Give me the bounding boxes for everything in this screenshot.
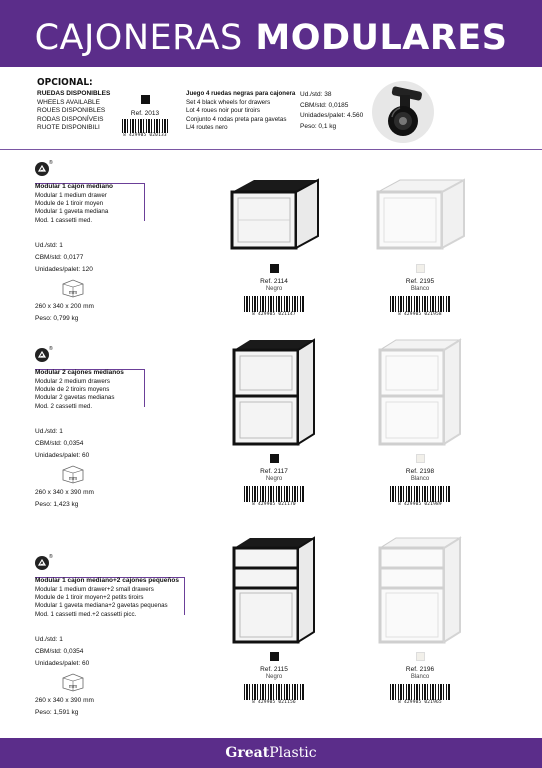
optional-names [37,90,110,133]
desc-line: Modular 1 medium drawer+2 small drawers [35,586,154,593]
drawer-black-image [224,536,324,648]
spec-line: CBM/std: 0,0354 [35,648,84,655]
optional-name: RUOTE DISPONIBILI [37,124,100,132]
product-ref: Ref. 2114 [260,278,288,285]
weight-line: Peso: 0,799 kg [35,315,79,322]
spec-line: Unidades/palet: 60 [35,660,90,667]
drawer-black-image [224,338,324,450]
header-banner [0,0,542,67]
product-ref: Ref. 2115 [260,666,288,673]
desc-line: Modular 1 medium drawer [35,192,107,199]
white-color-swatch [416,264,425,273]
desc-line: Module de 2 tiroirs moyens [35,386,110,394]
spec-line: Unidades/palet: 60 [35,452,90,459]
product-ref: Ref. 2198 [405,468,435,475]
spec-line: Ud./std: 1 [35,428,63,435]
product-color: Negro [265,476,283,482]
desc-line: Module de 1 tiroir moyen+2 petits tiroirs [35,594,144,602]
barcode [122,119,168,133]
black-color-swatch [141,95,150,104]
desc-line: Modular 2 medium drawers [35,378,110,385]
product-black [224,176,324,317]
desc-line: Mod. 1 cassetti med.+2 cassetti picc. [35,610,137,618]
barcode-number: 8 429905 021965 [398,700,442,705]
desc-line: Mod. 1 cassetti med. [35,216,93,224]
box-dimensions-icon [61,672,85,697]
product-specs [35,240,93,276]
box-label: mm [68,290,78,296]
spec-line: CBM/std: 0,0354 [35,440,84,447]
title-bold: MODULARES [255,18,508,58]
optional-name: ROUES DISPONIBLES [37,107,106,115]
page-title [0,18,542,58]
white-color-swatch [416,652,425,661]
brand-bold: Great [225,745,270,761]
product-description [35,378,114,411]
drawer-white-image [370,176,470,260]
optional-ref-block [120,91,170,138]
box-dimensions-icon [61,464,85,489]
title-regular: CAJONERAS [34,18,243,58]
barcode-number: 8 429905 021989 [398,502,442,507]
optional-desc-line: Conjunto 4 rodas preta para gavetas [186,115,287,123]
product-black [224,338,324,507]
optional-spec: CBM/std: 0,0185 [300,101,349,109]
product-white [370,338,470,507]
product-white [370,176,470,317]
product-ref: Ref. 2195 [405,278,435,285]
product-ref: Ref. 2196 [405,666,435,673]
product-color: Blanco [410,674,430,680]
optional-ref: Ref. 2013 [130,110,160,117]
product-dimensions [35,301,94,325]
optional-description [186,90,295,133]
black-color-swatch [270,652,279,661]
product-specs [35,426,89,462]
box-dimensions-icon [61,278,85,303]
product-ref: Ref. 2117 [260,468,288,475]
product-specs [35,634,89,670]
optional-desc-line: Set 4 black wheels for drawers [186,98,271,106]
barcode-number: 8 429905 021170 [252,502,296,507]
box-label: mm [68,476,78,482]
dims-line: 260 x 340 x 390 mm [35,489,94,496]
spec-line: Ud./std: 1 [35,242,63,249]
optional-spec: Peso: 0,1 kg [300,122,337,130]
barcode-number: 8 429905 021147 [252,312,296,317]
product-black [224,536,324,705]
recycle-icon [35,162,49,176]
spec-line: CBM/std: 0,0177 [35,254,84,261]
drawer-white-image [370,536,470,648]
product-dimensions [35,487,94,511]
product-name: Modular 1 cajon mediano+2 cajones pequeños [35,577,179,584]
product-description [35,192,108,225]
optional-desc-line: Lot 4 roues noir pour tiroirs [186,107,260,115]
product-color: Blanco [410,476,430,482]
brand-logo [0,745,542,761]
optional-name: WHEELS AVAILABLE [37,98,100,106]
barcode [390,486,450,502]
product-color: Negro [265,674,283,680]
optional-accessory-block [0,67,542,149]
white-color-swatch [416,454,425,463]
wheel-photo [372,81,434,143]
optional-spec: Ud./std: 38 [300,91,332,98]
registered-icon: ® [49,160,53,166]
black-color-swatch [270,454,279,463]
section-divider [0,149,542,150]
barcode [390,684,450,700]
barcode-number: 8 429905 021958 [398,312,442,317]
optional-desc-line: L/4 routes nero [186,124,228,132]
optional-title: OPCIONAL: [37,77,93,88]
optional-name: RUEDAS DISPONIBLES [37,90,111,97]
barcode-number: 8 429905 021156 [252,700,296,705]
spec-line: Unidades/palet: 120 [35,266,93,273]
barcode [244,684,304,700]
recycle-icon [35,348,49,362]
optional-specs [300,90,363,132]
optional-spec: Unidades/palet: 4.560 [300,112,364,119]
registered-icon: ® [49,554,53,560]
registered-icon: ® [49,346,53,352]
optional-desc-line: Juego 4 ruedas negras para cajonera [186,90,296,97]
weight-line: Peso: 1,591 kg [35,709,79,716]
drawer-white-image [370,338,470,450]
desc-line: Modular 1 gaveta mediana [35,208,109,216]
optional-name: RODAS DISPONÍVEIS [37,115,104,123]
barcode [390,296,450,312]
desc-line: Modular 2 gavetas medianas [35,394,115,402]
barcode [244,296,304,312]
spec-line: Ud./std: 1 [35,636,63,643]
barcode-number: 8 429905 020133 [123,133,167,138]
dims-line: 260 x 340 x 200 mm [35,303,94,310]
weight-line: Peso: 1,423 kg [35,501,79,508]
desc-line: Mod. 2 cassetti med. [35,402,93,410]
dims-line: 260 x 340 x 390 mm [35,697,94,704]
product-name: Modular 2 cajones medianos [35,369,124,376]
brand-regular: Plastic [269,745,317,761]
product-color: Blanco [410,286,430,292]
recycle-icon [35,556,49,570]
product-description [35,586,168,619]
product-name: Modular 1 cajon mediano [35,183,114,190]
black-color-swatch [270,264,279,273]
footer-banner [0,738,542,768]
desc-line: Module de 1 tiroir moyen [35,200,104,208]
box-label: mm [68,684,78,690]
product-dimensions [35,695,94,719]
product-white [370,536,470,705]
product-color: Negro [265,286,283,292]
drawer-black-image [224,176,324,260]
barcode [244,486,304,502]
desc-line: Modular 1 gaveta mediana+2 gavetas pequenas [35,602,168,610]
